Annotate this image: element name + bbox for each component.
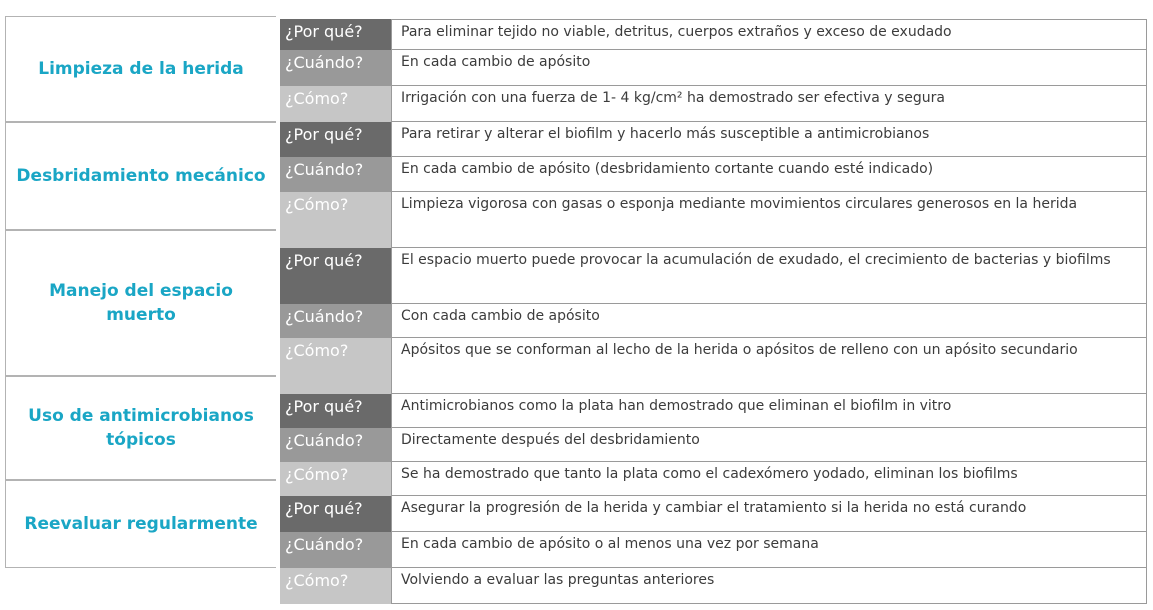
- question-when: ¿Cuándo?: [280, 304, 391, 338]
- answer-cell: Se ha demostrado que tanto la plata como el cadexómero yodado, eliminan los biofilms: [391, 462, 1147, 496]
- question-when: ¿Cuándo?: [280, 50, 391, 86]
- answer-cell: Asegurar la progresión de la herida y cambiar el tratamiento si la herida no está curando: [391, 496, 1147, 532]
- section-label: Reevaluar regularmente: [24, 514, 258, 534]
- answer-cell: Con cada cambio de apósito: [391, 304, 1147, 338]
- answer-cell: Para eliminar tejido no viable, detritus, cuerpos extraños y exceso de exudado: [391, 19, 1147, 50]
- answer-cell: En cada cambio de apósito: [391, 50, 1147, 86]
- question-why: ¿Por qué?: [280, 122, 391, 157]
- answer-cell: El espacio muerto puede provocar la acumulación de exudado, el crecimiento de bacterias y biofilms: [391, 248, 1147, 304]
- question-when: ¿Cuándo?: [280, 428, 391, 462]
- section-antimicrobials: [5, 376, 276, 480]
- answer-cell: Apósitos que se conforman al lecho de la herida o apósitos de relleno con un apósito secundario: [391, 338, 1147, 394]
- question-why: ¿Por qué?: [280, 19, 391, 50]
- question-how: ¿Cómo?: [280, 568, 391, 604]
- answer-cell: En cada cambio de apósito o al menos una vez por semana: [391, 532, 1147, 568]
- section-dead-space: [5, 230, 276, 376]
- answer-cell: Limpieza vigorosa con gasas o esponja mediante movimientos circulares generosos en la herida: [391, 192, 1147, 248]
- section-mechanical-debridement: [5, 122, 276, 230]
- section-reassess: [5, 480, 276, 568]
- question-how: ¿Cómo?: [280, 86, 391, 122]
- question-how: ¿Cómo?: [280, 462, 391, 496]
- answer-cell: Irrigación con una fuerza de 1- 4 kg/cm² ha demostrado ser efectiva y segura: [391, 86, 1147, 122]
- section-label: Uso de antimicrobianos tópicos: [28, 406, 254, 450]
- section-label: Limpieza de la herida: [38, 59, 244, 79]
- answer-cell: Antimicrobianos como la plata han demostrado que eliminan el biofilm in vitro: [391, 394, 1147, 428]
- answer-cell: Directamente después del desbridamiento: [391, 428, 1147, 462]
- question-how: ¿Cómo?: [280, 192, 391, 248]
- question-why: ¿Por qué?: [280, 248, 391, 304]
- question-why: ¿Por qué?: [280, 496, 391, 532]
- section-label: Desbridamiento mecánico: [16, 166, 266, 186]
- question-when: ¿Cuándo?: [280, 532, 391, 568]
- answer-cell: Para retirar y alterar el biofilm y hacerlo más susceptible a antimicrobianos: [391, 122, 1147, 157]
- answer-cell: Volviendo a evaluar las preguntas anteriores: [391, 568, 1147, 604]
- answer-cell: En cada cambio de apósito (desbridamiento cortante cuando esté indicado): [391, 157, 1147, 192]
- question-when: ¿Cuándo?: [280, 157, 391, 192]
- question-why: ¿Por qué?: [280, 394, 391, 428]
- section-label: Manejo del espacio muerto: [49, 281, 233, 325]
- question-how: ¿Cómo?: [280, 338, 391, 394]
- section-cleaning: [5, 16, 276, 122]
